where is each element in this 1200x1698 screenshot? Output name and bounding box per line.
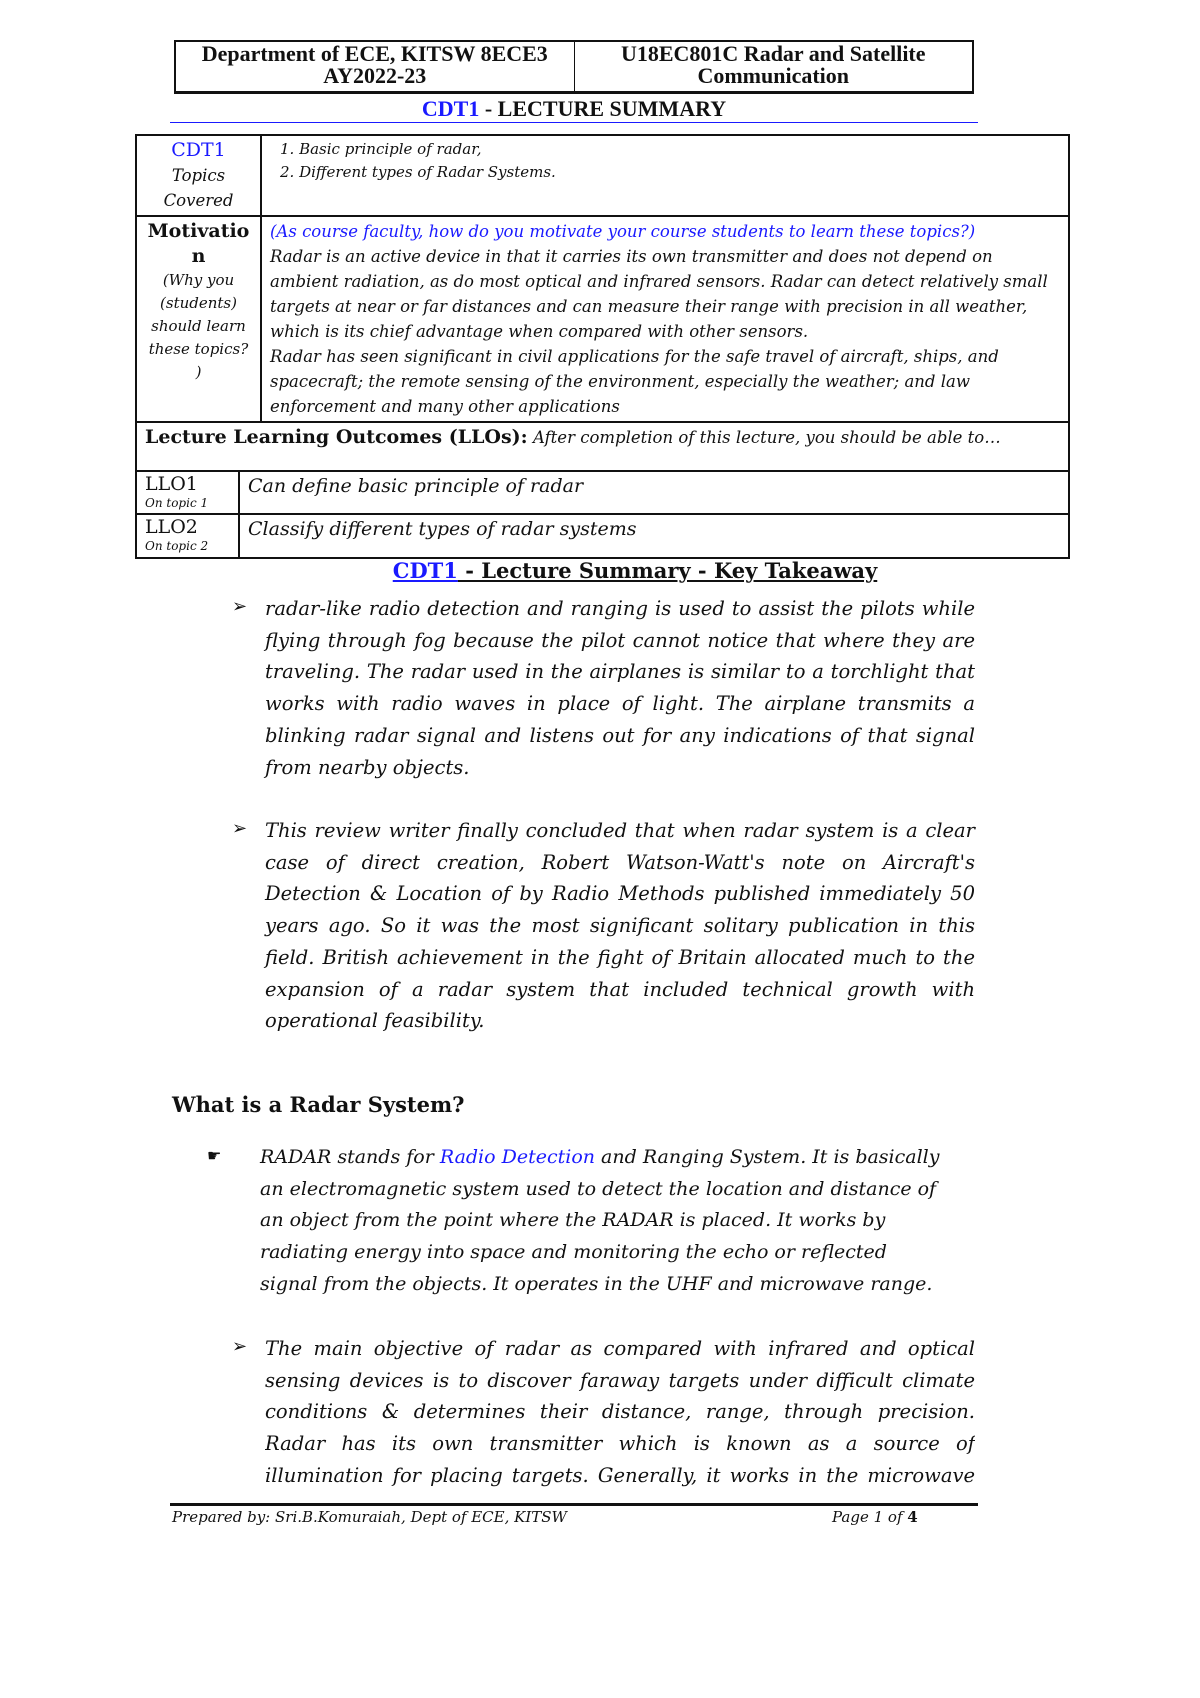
def-text: and Ranging System. It is basically an electromagnetic system used to detect the location and distance of an object from the point where the RADAR is placed. It works by radiating energy into space and monitoring the echo or reflected signal from the objects. It operates in the UHF and microwave range. bbox=[260, 1146, 940, 1295]
summary-table bbox=[135, 134, 1070, 559]
footer-prepared-by: Prepared by: Sri.B.Komuraiah, Dept of ECE, KITSW bbox=[172, 1508, 567, 1526]
def-text: RADAR stands for bbox=[260, 1146, 440, 1168]
footer-divider bbox=[170, 1503, 978, 1506]
header-department: Department of ECE, KITSW 8ECE3 AY2022-23 bbox=[176, 42, 575, 91]
llo-text: Classify different types of radar systems bbox=[239, 514, 1069, 558]
arrow-bullet-icon: ➢ bbox=[232, 596, 248, 617]
llo-heading: Lecture Learning Outcomes (LLOs): bbox=[145, 426, 528, 448]
motivation-label-cell bbox=[136, 216, 261, 422]
title-code: CDT1 bbox=[421, 96, 480, 121]
page-title bbox=[170, 96, 978, 123]
topics-label-cell bbox=[136, 135, 261, 216]
motivation-label: Motivation bbox=[147, 220, 250, 267]
topic-item: 1. Basic principle of radar, bbox=[280, 140, 482, 158]
motivation-text: Radar has seen significant in civil applications for the safe travel of aircraft, ships, and spacecraft; the remote sensing of the environment, especially the weather; and law enforcement and many other applications bbox=[270, 347, 999, 416]
llo-text: Can define basic principle of radar bbox=[239, 471, 1069, 514]
key-takeaway-heading bbox=[170, 558, 1100, 583]
topics-code: CDT1 bbox=[171, 139, 226, 161]
llo-heading-cell bbox=[136, 422, 1069, 471]
llo-id: LLO1 bbox=[145, 473, 198, 495]
radar-definition bbox=[260, 1142, 940, 1301]
llo-id: LLO2 bbox=[145, 516, 198, 538]
llo2-id-cell bbox=[136, 514, 239, 558]
llo-note: After completion of this lecture, you should be able to… bbox=[532, 428, 1001, 447]
page-total: 4 bbox=[907, 1508, 918, 1526]
heading-code: CDT1 bbox=[392, 558, 458, 583]
topic-item: 2. Different types of Radar Systems. bbox=[280, 163, 556, 181]
motivation-sub: (Why you (students) should learn these topics? ) bbox=[148, 271, 249, 381]
llo-topic: On topic 1 bbox=[145, 496, 209, 510]
llo1-id-cell bbox=[136, 471, 239, 514]
page-label: Page 1 of bbox=[832, 1508, 908, 1526]
topics-label: Topics Covered bbox=[163, 166, 234, 210]
arrow-bullet-icon: ➢ bbox=[232, 1336, 248, 1357]
llo-topic: On topic 2 bbox=[145, 539, 209, 553]
topics-cell bbox=[261, 135, 1069, 216]
footer-page-number bbox=[832, 1508, 918, 1526]
arrow-bullet-icon: ➢ bbox=[232, 818, 248, 839]
takeaway-bullet: The main objective of radar as compared with infrared and optical sensing devices is to discover faraway targets under difficult climate conditions & determines their distance, range, through precision. Radar has its own transmitter which is known as a source of illumination for placing targets. Generally, it works in the microwave bbox=[265, 1337, 975, 1487]
header-course: U18EC801C Radar and Satellite Communication bbox=[620, 41, 926, 88]
heading-rest: - Lecture Summary - Key Takeaway bbox=[457, 558, 878, 583]
bullet-icon: ☛ bbox=[207, 1146, 222, 1165]
radio-detection-link[interactable]: Radio Detection bbox=[439, 1146, 602, 1168]
motivation-cell bbox=[261, 216, 1069, 422]
takeaway-bullet: radar-like radio detection and ranging is used to assist the pilots while flying through fog because the pilot cannot notice that where they are traveling. The radar used in the airplanes is similar to a torchlight that works with radio waves in place of light. The airplane transmits a blinking radar signal and listens out for any indications of that signal from nearby objects. bbox=[265, 597, 975, 779]
title-rest: - LECTURE SUMMARY bbox=[479, 96, 727, 121]
header-box bbox=[174, 40, 974, 94]
motivation-text: Radar is an active device in that it carries its own transmitter and does not depend on ambient radiation, as do most optical and infrared sensors. Radar can detect relatively small targets at near or far distances and can measure their range with precision in all weather, which is its chief advantage when compared with other sensors. bbox=[270, 247, 1048, 341]
takeaway-bullet: This review writer finally concluded that when radar system is a clear case of direct creation, Robert Watson-Watt's note on Aircraft's Detection & Location of by Radio Methods published immediately 50 years ago. So it was the most significant solitary publication in this field. British achievement in the fight of Britain allocated much to the expansion of a radar system that included technical growth with operational feasibility. bbox=[265, 819, 975, 1033]
motivation-prompt: (As course faculty, how do you motivate your course students to learn these topics?) bbox=[270, 222, 976, 241]
section-heading: What is a Radar System? bbox=[172, 1092, 465, 1117]
